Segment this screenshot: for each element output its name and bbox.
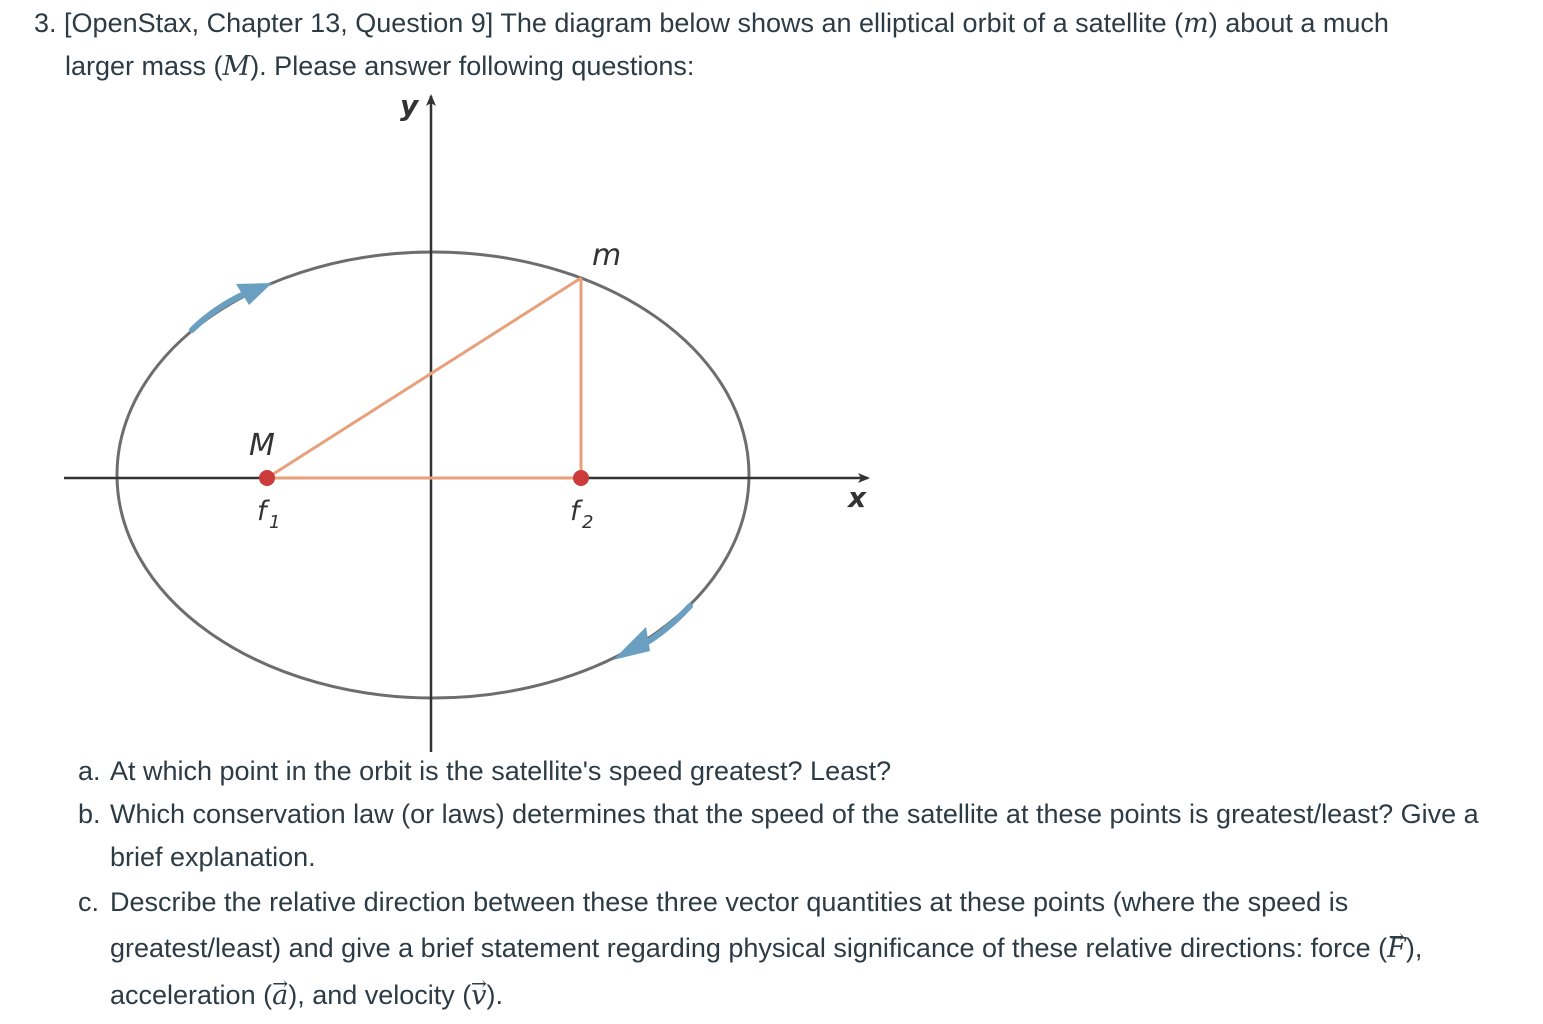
focus-to-satellite-line <box>267 278 581 478</box>
part-b-label: b. <box>78 799 101 829</box>
part-b-text: Which conservation law (or laws) determines that the speed of the satellite at these points is greatest/least? Give a brief explanation. <box>110 799 1479 872</box>
part-c-text-3: ), and velocity ( <box>288 980 472 1010</box>
satellite-symbol: m <box>1183 8 1209 39</box>
part-c <box>78 879 1518 1019</box>
focus1-dot <box>259 470 275 486</box>
part-b <box>78 793 1518 879</box>
focus2-label <box>570 496 593 533</box>
part-c-text-4: ). <box>486 980 504 1010</box>
part-c-label: c. <box>78 887 100 917</box>
focus1-label <box>257 496 280 533</box>
part-a-text: At which point in the orbit is the satellite's speed greatest? Least? <box>110 756 892 786</box>
question-text-cont: ) about a much <box>1208 8 1389 38</box>
question-parts <box>78 750 1518 1019</box>
question-line2-text-end: ). Please answer following questions: <box>250 51 695 81</box>
satellite-m-label: m <box>592 238 622 273</box>
focus2-label-sub: 2 <box>582 512 594 533</box>
mass-symbol: M <box>222 51 251 82</box>
question-line2 <box>34 45 1504 88</box>
part-a <box>78 750 1518 793</box>
mass-M-label: M <box>249 428 275 463</box>
orbit-ellipse <box>117 252 749 698</box>
force-vector-symbol: → F <box>1387 926 1406 972</box>
x-axis-label: x <box>848 481 867 514</box>
question-number: 3. <box>34 8 57 38</box>
direction-arrow-bottom <box>613 606 690 660</box>
focus1-label-sub: 1 <box>269 512 281 533</box>
y-axis-label: y <box>400 89 419 122</box>
focus2-dot <box>573 470 589 486</box>
focus2-label-f: f <box>570 496 580 527</box>
question-header <box>34 2 1504 88</box>
acceleration-vector-symbol: → a <box>272 973 288 1019</box>
part-c-text-2: ), acceleration ( <box>110 933 1423 1010</box>
question-text: The diagram below shows an elliptical orbit of a satellite ( <box>500 8 1184 38</box>
direction-arrow-top <box>192 283 272 330</box>
focus1-label-f: f <box>257 496 267 527</box>
velocity-vector-symbol: → v <box>471 973 486 1019</box>
part-c-text-1: Describe the relative direction between these three vector quantities at these points (where the speed is greatest/least) and give a brief statement regarding physical significance of these relative directions: force ( <box>110 887 1388 963</box>
question-line2-text: larger mass ( <box>65 51 223 81</box>
part-a-label: a. <box>78 756 101 786</box>
question-source: [OpenStax, Chapter 13, Question 9] <box>64 8 494 38</box>
orbit-diagram <box>0 85 900 755</box>
